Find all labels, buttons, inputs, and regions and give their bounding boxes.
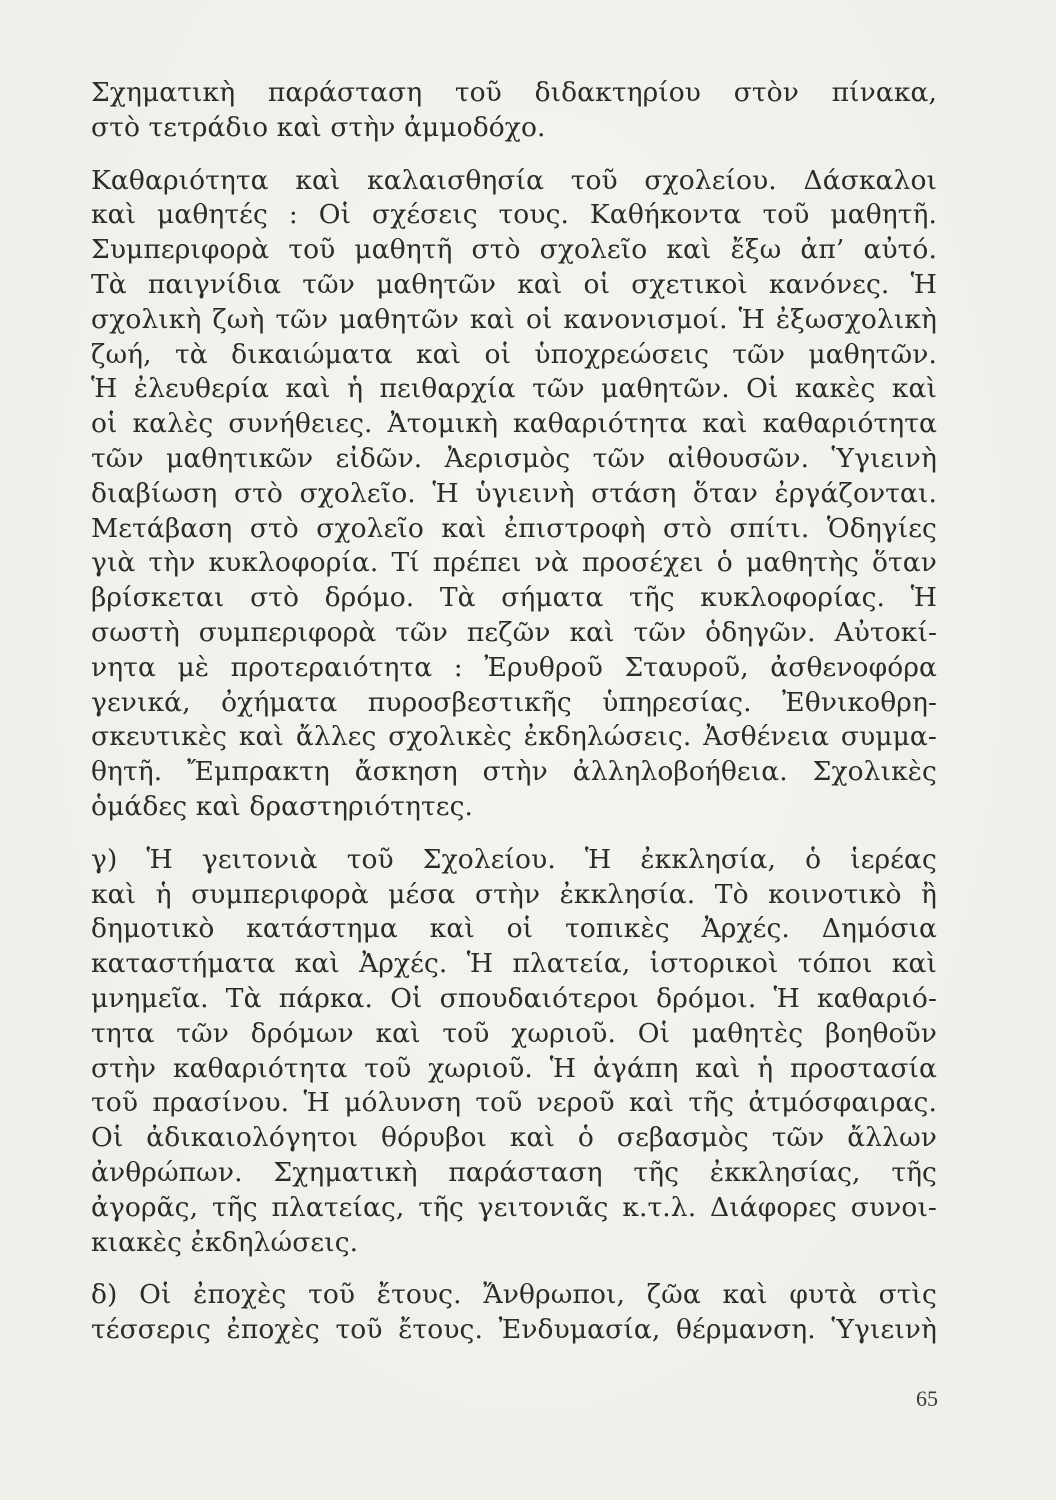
paragraph-gap [91, 1260, 937, 1278]
paragraph-gap [91, 825, 937, 843]
text-line: διαβίωση στὸ σχολεῖο. Ἡ ὑγιεινὴ στάση ὅταν ἐργάζονται. [91, 477, 937, 509]
paragraph-neighborhood [91, 843, 937, 1261]
text-line: Μετάβαση στὸ σχολεῖο καὶ ἐπιστροφὴ στὸ σπίτι. Ὁδηγίες [91, 512, 937, 544]
paragraph-gap [91, 146, 937, 164]
text-line: νητα μὲ προτεραιότητα : Ἐρυθροῦ Σταυροῦ, ἀσθενοφόρα [91, 651, 937, 683]
text-line: καὶ μαθητές : Οἱ σχέσεις τους. Καθήκοντα τοῦ μαθητῆ. [91, 199, 937, 231]
text-line: σκευτικὲς καὶ ἄλλες σχολικὲς ἐκδηλώσεις. Ἀσθένεια συμμα- [91, 721, 937, 753]
text-line: τοῦ πρασίνου. Ἡ μόλυνση τοῦ νεροῦ καὶ τῆς ἀτμόσφαιρας. [91, 1087, 937, 1119]
paragraph-school-life [91, 164, 937, 825]
text-line: ἀνθρώπων. Σχηματικὴ παράσταση τῆς ἐκκλησίας, τῆς [91, 1156, 937, 1188]
text-line: σχολικὴ ζωὴ τῶν μαθητῶν καὶ οἱ κανονισμοί. Ἡ ἐξωσχολικὴ [91, 303, 937, 335]
text-line: Οἱ ἀδικαιολόγητοι θόρυβοι καὶ ὁ σεβασμὸς τῶν ἄλλων [91, 1122, 937, 1154]
text-line: Σχηματικὴ παράσταση τοῦ διδακτηρίου στὸν πίνακα, [91, 77, 937, 108]
text-line: στὸ τετράδιο καὶ στὴν ἀμμοδόχο. [91, 111, 546, 143]
text-line: τητα τῶν δρόμων καὶ τοῦ χωριοῦ. Οἱ μαθητὲς βοηθοῦν [91, 1017, 937, 1049]
text-line: θητῆ. Ἔμπρακτη ἄσκηση στὴν ἀλληλοβοήθεια. Σχολικὲς [91, 756, 937, 788]
text-line: Τὰ παιγνίδια τῶν μαθητῶν καὶ οἱ σχετικοὶ κανόνες. Ἡ [91, 268, 937, 300]
text-line: βρίσκεται στὸ δρόμο. Τὰ σήματα τῆς κυκλοφορίας. Ἡ [91, 582, 937, 614]
text-line: δ) Οἱ ἐποχὲς τοῦ ἔτους. Ἄνθρωποι, ζῶα καὶ φυτὰ στὶς [91, 1279, 937, 1311]
text-line: στὴν καθαριότητα τοῦ χωριοῦ. Ἡ ἀγάπη καὶ ἡ προστασία [91, 1052, 937, 1084]
text-line: δημοτικὸ κατάστημα καὶ οἱ τοπικὲς Ἀρχές. Δημόσια [91, 913, 937, 945]
text-line: ἀγορᾶς, τῆς πλατείας, τῆς γειτονιᾶς κ.τ.λ. Διάφορες συνοι- [91, 1191, 937, 1223]
text-line: ὁμάδες καὶ δραστηριότητες. [91, 790, 474, 822]
text-line: ζωή, τὰ δικαιώματα καὶ οἱ ὑποχρεώσεις τῶν μαθητῶν. [91, 338, 937, 370]
text-line: γενικά, ὀχήματα πυροσβεστικῆς ὑπηρεσίας. Ἐθνικοθρη- [91, 686, 937, 718]
text-line: σωστὴ συμπεριφορὰ τῶν πεζῶν καὶ τῶν ὁδηγῶν. Αὐτοκί- [91, 616, 937, 648]
text-line: μνημεῖα. Τὰ πάρκα. Οἱ σπουδαιότεροι δρόμοι. Ἡ καθαριό- [91, 982, 937, 1014]
text-line: καὶ ἡ συμπεριφορὰ μέσα στὴν ἐκκλησία. Τὸ κοινοτικὸ ἢ [91, 878, 937, 910]
text-line: Ἡ ἐλευθερία καὶ ἡ πειθαρχία τῶν μαθητῶν. Οἱ κακὲς καὶ [91, 373, 937, 405]
body-text [91, 76, 937, 1348]
page-number: 65 [916, 1386, 938, 1411]
text-line: Καθαριότητα καὶ καλαισθησία τοῦ σχολείου. Δάσκαλοι [91, 164, 937, 196]
text-line: τῶν μαθητικῶν εἰδῶν. Ἀερισμὸς τῶν αἰθουσῶν. Ὑγιεινὴ [91, 442, 937, 474]
paragraph-seasons [91, 1278, 937, 1348]
paragraph-schematic [91, 76, 937, 146]
text-line: τέσσερις ἐποχὲς τοῦ ἔτους. Ἐνδυμασία, θέρμανση. Ὑγιεινὴ [91, 1314, 937, 1346]
text-line: Συμπεριφορὰ τοῦ μαθητῆ στὸ σχολεῖο καὶ ἔξω ἀπ’ αὐτό. [91, 234, 937, 266]
text-line: γ) Ἡ γειτονιὰ τοῦ Σχολείου. Ἡ ἐκκλησία, ὁ ἱερέας [91, 843, 937, 875]
text-line: καταστήματα καὶ Ἀρχές. Ἡ πλατεία, ἱστορικοὶ τόποι καὶ [91, 948, 937, 980]
text-line: οἱ καλὲς συνήθειες. Ἀτομικὴ καθαριότητα καὶ καθαριότητα [91, 408, 937, 440]
text-line: γιὰ τὴν κυκλοφορία. Τί πρέπει νὰ προσέχει ὁ μαθητὴς ὅταν [91, 547, 937, 579]
text-line: κιακὲς ἐκδηλώσεις. [91, 1226, 359, 1258]
